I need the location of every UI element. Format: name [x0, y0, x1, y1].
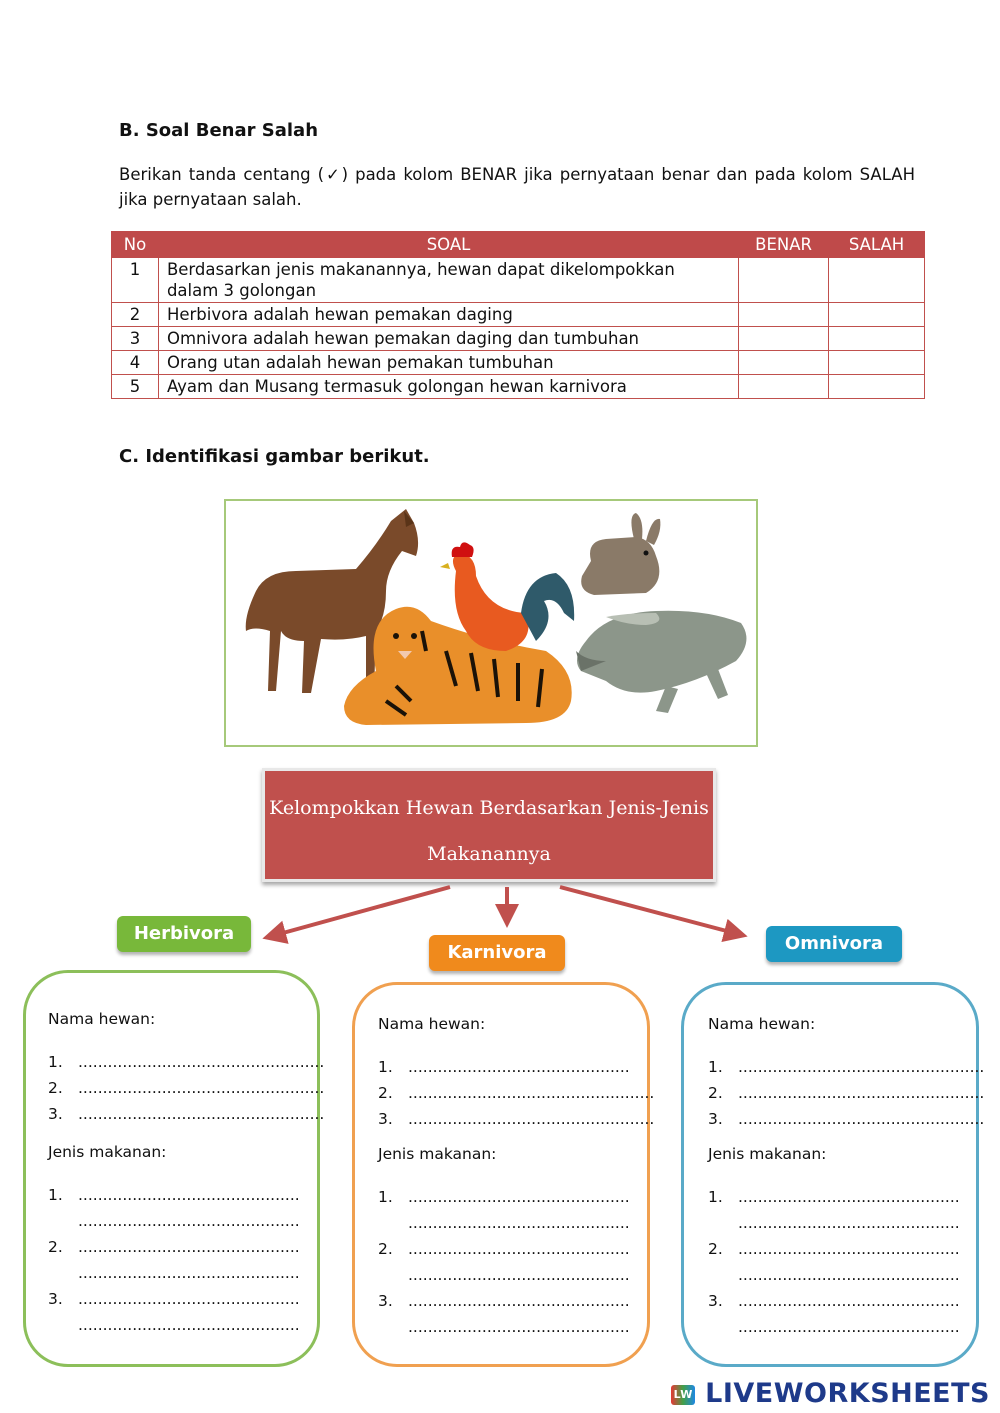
answer-dots: .............................................	[408, 1240, 630, 1258]
jenis-makanan-label: Jenis makanan:	[48, 1143, 167, 1161]
header-benar: BENAR	[739, 232, 829, 258]
answer-line[interactable]	[708, 1318, 960, 1336]
answer-dots: .............................................	[408, 1292, 630, 1310]
answer-line[interactable]	[378, 1292, 630, 1310]
answer-line[interactable]	[48, 1105, 324, 1123]
answer-dots: .............................................	[738, 1292, 960, 1310]
label-omnivora: Omnivora	[766, 926, 902, 962]
row-number: 5	[112, 375, 159, 399]
answer-dots: .............................................	[78, 1316, 300, 1334]
item-number: 3.	[708, 1292, 723, 1310]
answer-dots: .............................................	[78, 1264, 300, 1282]
answer-line[interactable]	[708, 1266, 960, 1284]
item-number: 3.	[48, 1290, 63, 1308]
item-number: 1.	[378, 1058, 393, 1076]
row-number: 4	[112, 351, 159, 375]
item-number: 1.	[708, 1058, 723, 1076]
answer-dots: ..................................................	[738, 1110, 985, 1128]
answer-line[interactable]	[48, 1290, 300, 1308]
group-instruction-line2: Makanannya	[427, 843, 551, 865]
omnivora-card	[681, 982, 985, 1367]
answer-line[interactable]	[48, 1186, 300, 1204]
nama-hewan-label: Nama hewan:	[378, 1015, 486, 1033]
item-number: 1.	[708, 1188, 723, 1206]
answer-line[interactable]	[708, 1214, 960, 1232]
answer-dots: .............................................	[408, 1266, 630, 1284]
answer-line[interactable]	[48, 1316, 300, 1334]
answer-line[interactable]	[48, 1079, 324, 1097]
answer-line[interactable]	[378, 1058, 630, 1076]
item-number: 2.	[48, 1238, 63, 1256]
jenis-makanan-label: Jenis makanan:	[378, 1145, 497, 1163]
answer-line[interactable]	[708, 1240, 960, 1258]
answer-dots: ..................................................	[408, 1084, 655, 1102]
answer-dots: ..................................................	[78, 1079, 325, 1097]
answer-dots: .............................................	[78, 1212, 300, 1230]
answer-line[interactable]	[378, 1188, 630, 1206]
item-number: 2.	[708, 1084, 723, 1102]
answer-line[interactable]	[48, 1053, 324, 1071]
answer-line[interactable]	[708, 1084, 984, 1102]
answer-dots: .............................................	[738, 1240, 960, 1258]
header-soal: SOAL	[158, 232, 738, 258]
answer-dots: .............................................	[408, 1058, 630, 1076]
header-salah: SALAH	[829, 232, 925, 258]
item-number: 1.	[378, 1188, 393, 1206]
answer-line[interactable]	[378, 1240, 630, 1258]
section-b-title: B. Soal Benar Salah	[119, 120, 319, 141]
answer-line[interactable]	[708, 1292, 960, 1310]
item-number: 2.	[708, 1240, 723, 1258]
row-statement: Omnivora adalah hewan pemakan daging dan tumbuhan	[158, 327, 738, 351]
answer-line[interactable]	[378, 1318, 630, 1336]
item-number: 2.	[48, 1079, 63, 1097]
row-statement: Herbivora adalah hewan pemakan daging	[158, 303, 738, 327]
instruction-text: Berikan tanda centang (✓) pada kolom BENAR jika pernyataan benar dan pada kolom SALAH jika pernyataan salah.	[119, 165, 915, 209]
liveworksheets-logo	[671, 1378, 990, 1409]
answer-dots: .............................................	[738, 1188, 960, 1206]
karnivora-card	[352, 982, 655, 1367]
row-statement: Berdasarkan jenis makanannya, hewan dapat dikelompokkan dalam 3 golongan	[158, 258, 738, 303]
answer-line[interactable]	[708, 1110, 984, 1128]
answer-dots: .............................................	[408, 1318, 630, 1336]
item-number: 1.	[48, 1186, 63, 1204]
arrow-omnivora	[560, 887, 738, 934]
answer-dots: .............................................	[738, 1266, 960, 1284]
answer-line[interactable]	[378, 1266, 630, 1284]
answer-dots: .............................................	[78, 1238, 300, 1256]
answer-dots: .............................................	[78, 1186, 300, 1204]
row-statement: Orang utan adalah hewan pemakan tumbuhan	[158, 351, 738, 375]
answer-dots: .............................................	[738, 1214, 960, 1232]
jenis-makanan-label: Jenis makanan:	[708, 1145, 827, 1163]
row-number: 1	[112, 258, 159, 303]
item-number: 1.	[48, 1053, 63, 1071]
answer-line[interactable]	[48, 1264, 300, 1282]
header-no: No	[112, 232, 159, 258]
nama-hewan-label: Nama hewan:	[48, 1010, 156, 1028]
nama-hewan-label: Nama hewan:	[708, 1015, 816, 1033]
herbivora-card	[23, 970, 325, 1367]
answer-dots: .............................................	[78, 1290, 300, 1308]
answer-dots: ..................................................	[78, 1053, 325, 1071]
item-number: 3.	[708, 1110, 723, 1128]
item-number: 3.	[378, 1292, 393, 1310]
answer-dots: .............................................	[738, 1318, 960, 1336]
answer-line[interactable]	[708, 1058, 984, 1076]
answer-dots: .............................................	[408, 1214, 630, 1232]
answer-line[interactable]	[48, 1212, 300, 1230]
answer-dots: ..................................................	[78, 1105, 325, 1123]
arrow-herbivora	[272, 887, 450, 936]
answer-line[interactable]	[48, 1238, 300, 1256]
label-herbivora: Herbivora	[117, 916, 251, 952]
item-number: 2.	[378, 1240, 393, 1258]
lw-logo-icon: LW	[671, 1385, 695, 1405]
answer-dots: ..................................................	[738, 1058, 985, 1076]
item-number: 3.	[48, 1105, 63, 1123]
label-karnivora: Karnivora	[429, 935, 565, 971]
group-instruction-line1: Kelompokkan Hewan Berdasarkan Jenis-Jenis	[269, 797, 709, 819]
answer-line[interactable]	[378, 1084, 654, 1102]
row-statement: Ayam dan Musang termasuk golongan hewan karnivora	[158, 375, 738, 399]
section-c-title: C. Identifikasi gambar berikut.	[119, 446, 430, 467]
answer-dots: ..................................................	[408, 1110, 655, 1128]
answer-dots: .............................................	[408, 1188, 630, 1206]
answer-dots: ..................................................	[738, 1084, 985, 1102]
item-number: 2.	[378, 1084, 393, 1102]
answer-line[interactable]	[378, 1214, 630, 1232]
answer-line[interactable]	[708, 1188, 960, 1206]
row-number: 2	[112, 303, 159, 327]
liveworksheets-text: LIVEWORKSHEETS	[705, 1378, 990, 1409]
item-number: 3.	[378, 1110, 393, 1128]
row-number: 3	[112, 327, 159, 351]
answer-line[interactable]	[378, 1110, 654, 1128]
